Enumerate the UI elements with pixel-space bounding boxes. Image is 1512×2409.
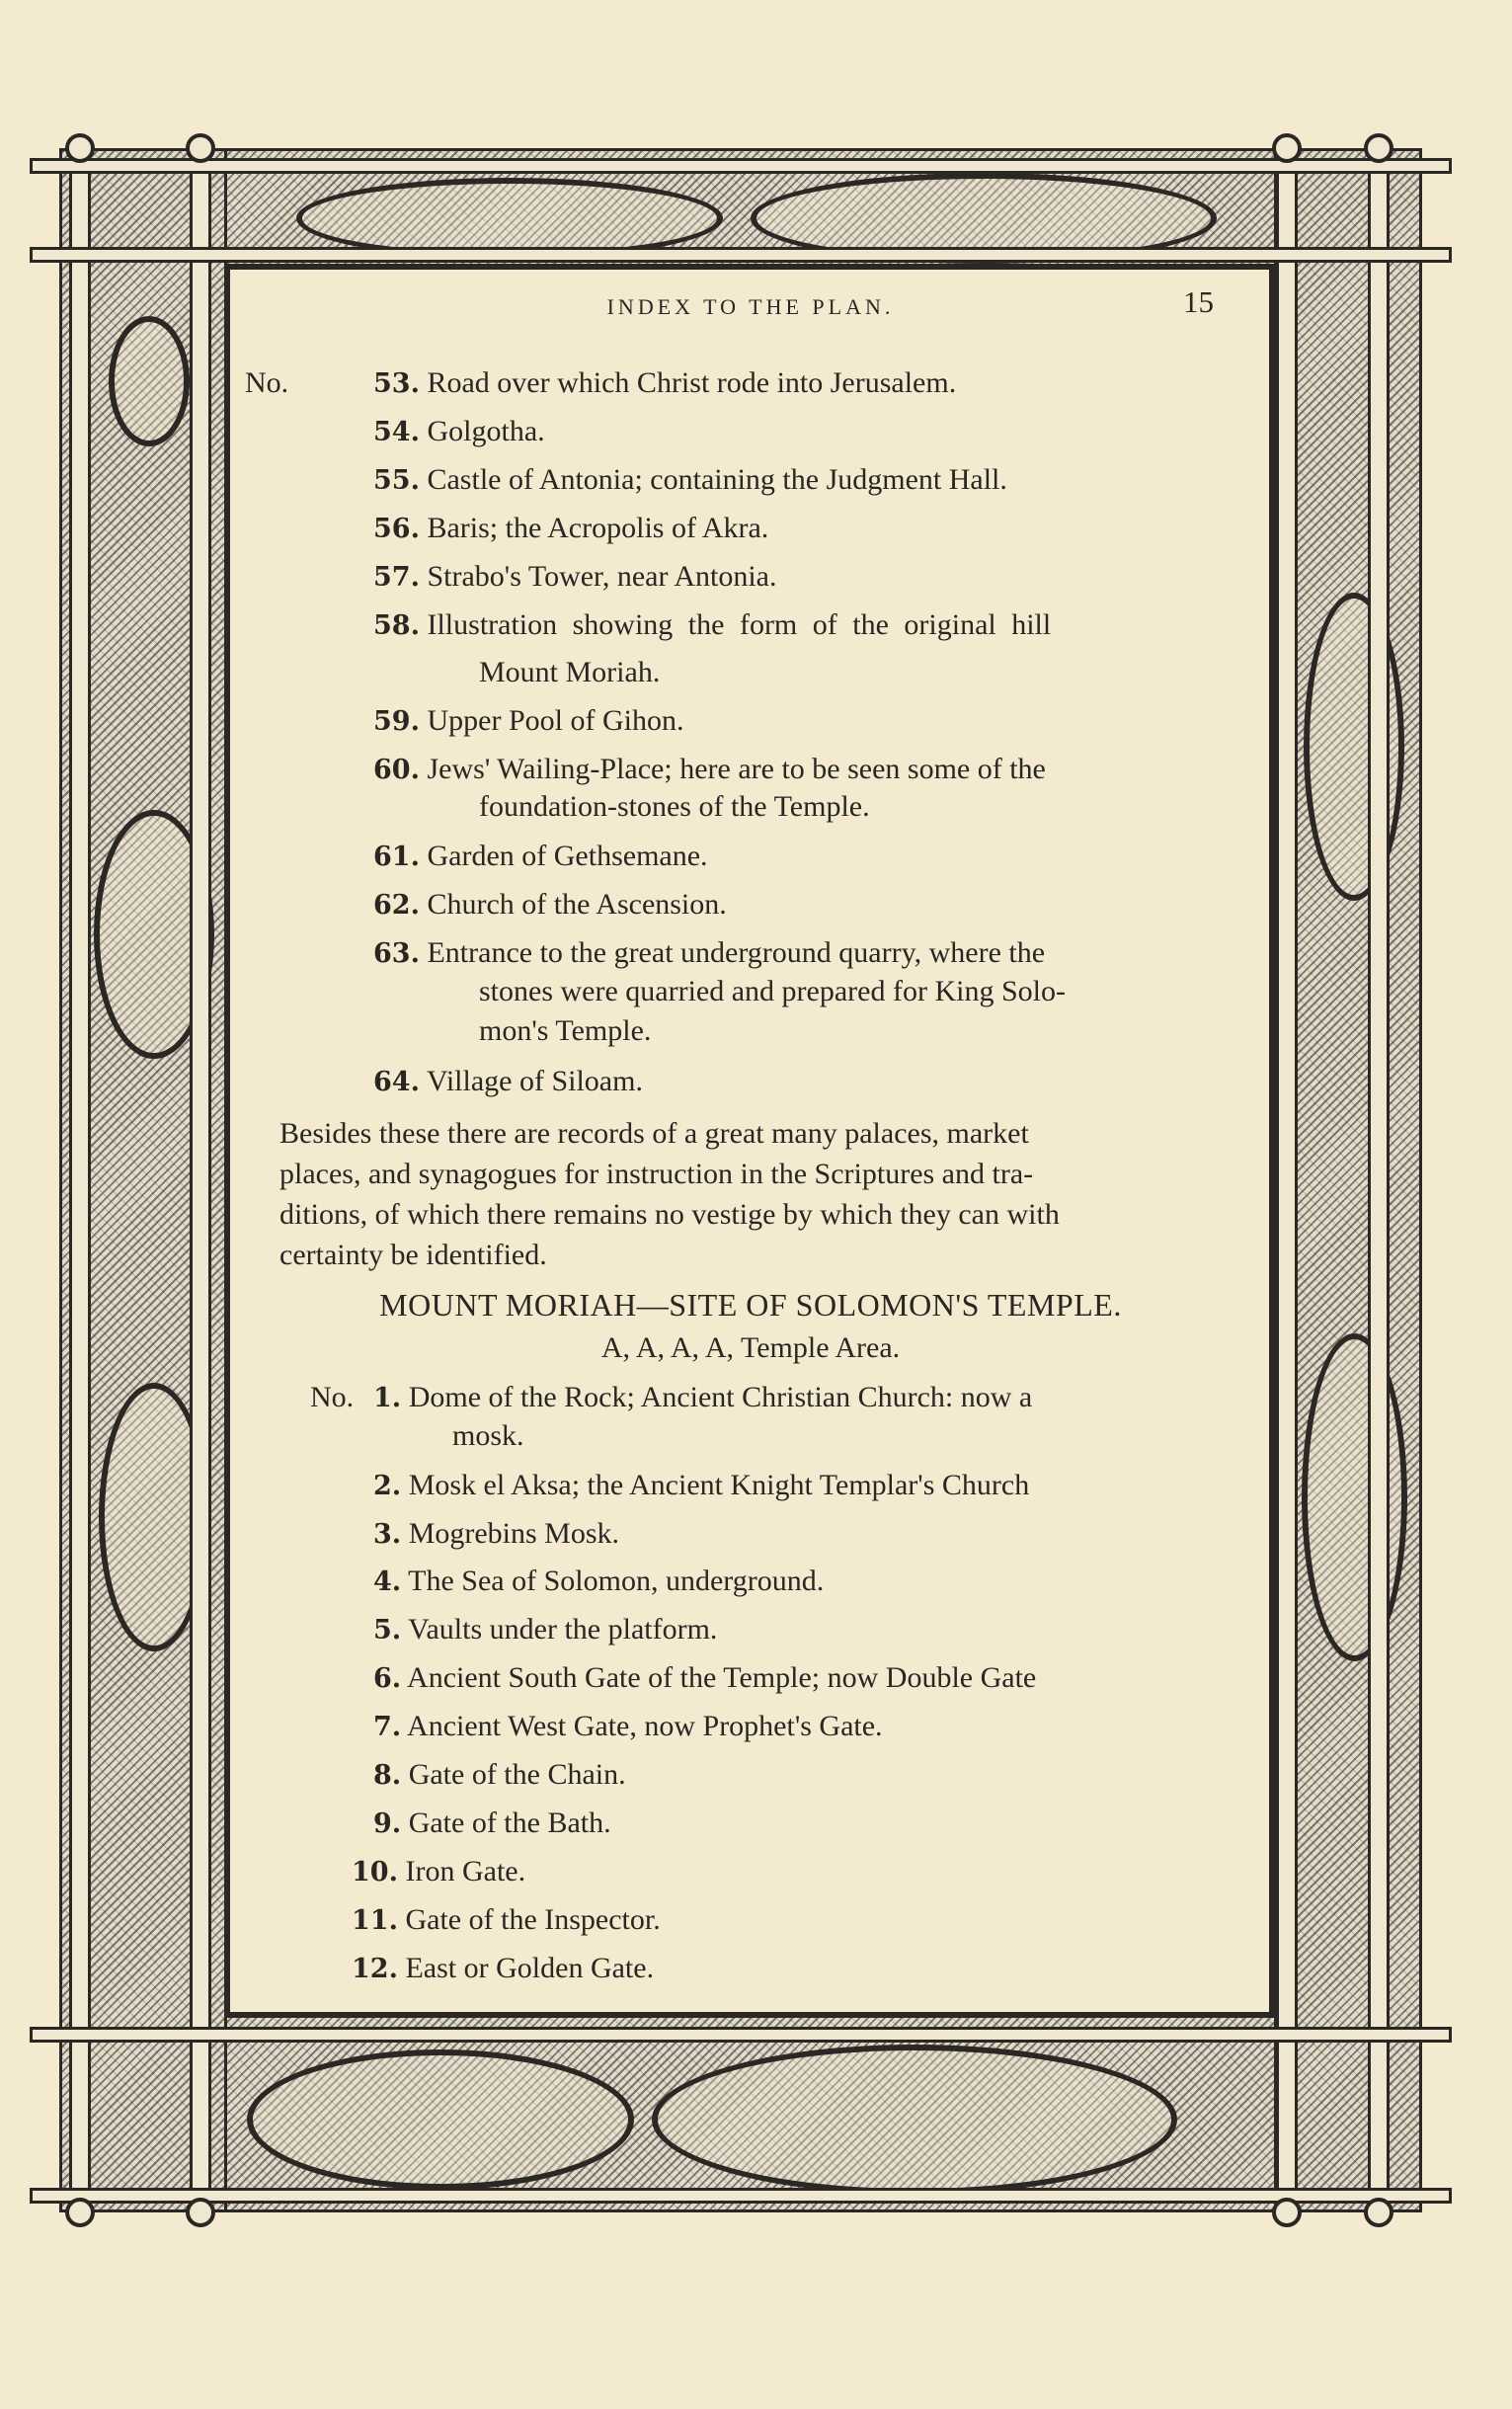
entry-text: The Sea of Solomon, underground. [408,1565,825,1597]
frame-post-left [69,138,91,2222]
index-entry [373,461,1007,500]
entry-number: 4. [373,1566,402,1597]
entry-number: 58. [373,610,420,641]
temple-entry [373,1515,619,1554]
entry-text: Village of Siloam. [426,1065,643,1097]
entry-continuation: mosk. [452,1419,524,1452]
index-entry [373,606,1051,645]
entry-continuation: foundation-stones of the Temple. [479,790,870,823]
frame-post-right-inner [1276,138,1298,2222]
entry-continuation: stones were quarried and prepared for King Solo- [479,975,1066,1007]
entry-text: Mosk el Aksa; the Ancient Knight Templar's Church [408,1469,1030,1501]
section-subheading: A, A, A, A, Temple Area. [600,1331,901,1364]
entry-number: 5. [373,1615,402,1646]
entry-text: Jews' Wailing-Place; here are to be seen some of the [427,753,1046,785]
entry-text: Ancient West Gate, now Prophet's Gate. [407,1710,883,1742]
running-header: INDEX TO THE PLAN. [606,294,895,319]
temple-entry [373,1467,1029,1505]
index-entry [373,558,776,597]
entry-text: Gate of the Chain. [408,1758,626,1791]
temple-entry [373,1611,717,1649]
frame-rail-top-inner [30,247,1452,263]
entry-text: Baris; the Acropolis of Akra. [427,512,769,544]
temple-entry [310,1379,1033,1417]
frame-knob [1272,2198,1302,2227]
entry-text: Church of the Ascension. [427,888,727,921]
entry-text: Castle of Antonia; containing the Judgment Hall. [427,463,1007,496]
entry-number: 61. [373,842,420,872]
entry-number: 63. [373,938,420,969]
entry-number: 2. [373,1471,402,1501]
entry-continuation: Mount Moriah. [479,656,661,688]
index-entry [373,934,1045,973]
entry-number: 3. [373,1519,402,1550]
entry-number: 60. [373,755,420,785]
frame-post-left-inner [190,138,211,2222]
entry-number: 8. [373,1760,402,1791]
entry-number: 57. [373,562,420,593]
frame-knob [1364,2198,1393,2227]
entry-text: East or Golden Gate. [405,1952,655,1984]
vine-ornament [1302,1333,1407,1661]
entry-text: Upper Pool of Gihon. [427,704,684,737]
frame-rail-top [30,158,1452,174]
index-entry [373,1063,643,1101]
entry-number: 54. [373,417,420,447]
index-entry [245,364,957,403]
no-label: No. [245,366,289,399]
entry-number: 55. [373,465,420,496]
frame-post-right [1368,138,1390,2222]
entry-text: Gate of the Inspector. [405,1903,661,1936]
index-entry [373,838,708,876]
paragraph-line: places, and synagogues for instruction in the Scriptures and tra- [279,1158,1034,1190]
temple-entry [352,1901,661,1940]
paragraph-line: certainty be identified. [279,1239,547,1271]
body-paragraph [279,1113,1060,1275]
temple-entry [352,1853,525,1891]
frame-knob [186,2198,215,2227]
paragraph-line: Besides these there are records of a great many palaces, market [279,1117,1029,1150]
entry-number: 62. [373,890,420,921]
scroll-ornament [109,316,190,446]
temple-entry [373,1708,883,1746]
entry-text: Gate of the Bath. [408,1807,611,1839]
entry-number: 11. [352,1905,398,1936]
entry-number: 56. [373,514,420,544]
index-entry [373,886,727,924]
entry-text: Vaults under the platform. [408,1613,718,1646]
entry-text: Iron Gate. [405,1855,526,1887]
entry-number: 59. [373,706,420,737]
frame-knob [65,2198,95,2227]
frame-rail-bottom-inner [30,2027,1452,2043]
entry-number: 1. [373,1383,402,1413]
index-entry [373,751,1046,789]
entry-number: 12. [352,1954,398,1984]
entry-number: 64. [373,1067,420,1097]
temple-entry [373,1756,626,1795]
frame-knob [65,133,95,163]
frame-knob [186,133,215,163]
entry-text: Ancient South Gate of the Temple; now Double Gate [407,1661,1037,1694]
frame-knob [1364,133,1393,163]
entry-number: 10. [352,1857,398,1887]
temple-entry [373,1805,611,1843]
entry-number: 53. [373,368,420,399]
entry-text: Strabo's Tower, near Antonia. [427,560,777,593]
temple-entry [373,1659,1036,1698]
entry-text: Garden of Gethsemane. [427,840,708,872]
frame-rail-bottom [30,2188,1452,2204]
index-entry [373,413,545,451]
index-entry [373,702,683,741]
no-label: No. [310,1381,355,1413]
paragraph-line: ditions, of which there remains no vestige by which they can with [279,1198,1060,1231]
page-number: 15 [1183,284,1214,319]
entry-continuation: mon's Temple. [479,1014,652,1047]
temple-entry [352,1950,654,1988]
index-entry [373,510,768,548]
entry-text: Illustration showing the form of the original hill [427,608,1052,641]
temple-entry [373,1563,824,1601]
entry-number: 6. [373,1663,402,1694]
entry-text: Road over which Christ rode into Jerusalem. [427,366,957,399]
entry-number: 9. [373,1808,402,1839]
acanthus-ornament [652,2045,1177,2195]
entry-text: Dome of the Rock; Ancient Christian Church: now a [408,1381,1033,1413]
entry-text: Golgotha. [427,415,545,447]
entry-text: Mogrebins Mosk. [408,1517,620,1550]
section-heading: MOUNT MORIAH—SITE OF SOLOMON'S TEMPLE. [379,1287,1122,1323]
entry-text: Entrance to the great underground quarry, where the [427,936,1046,969]
entry-number: 7. [373,1712,402,1742]
acanthus-ornament [247,2049,634,2190]
frame-knob [1272,133,1302,163]
